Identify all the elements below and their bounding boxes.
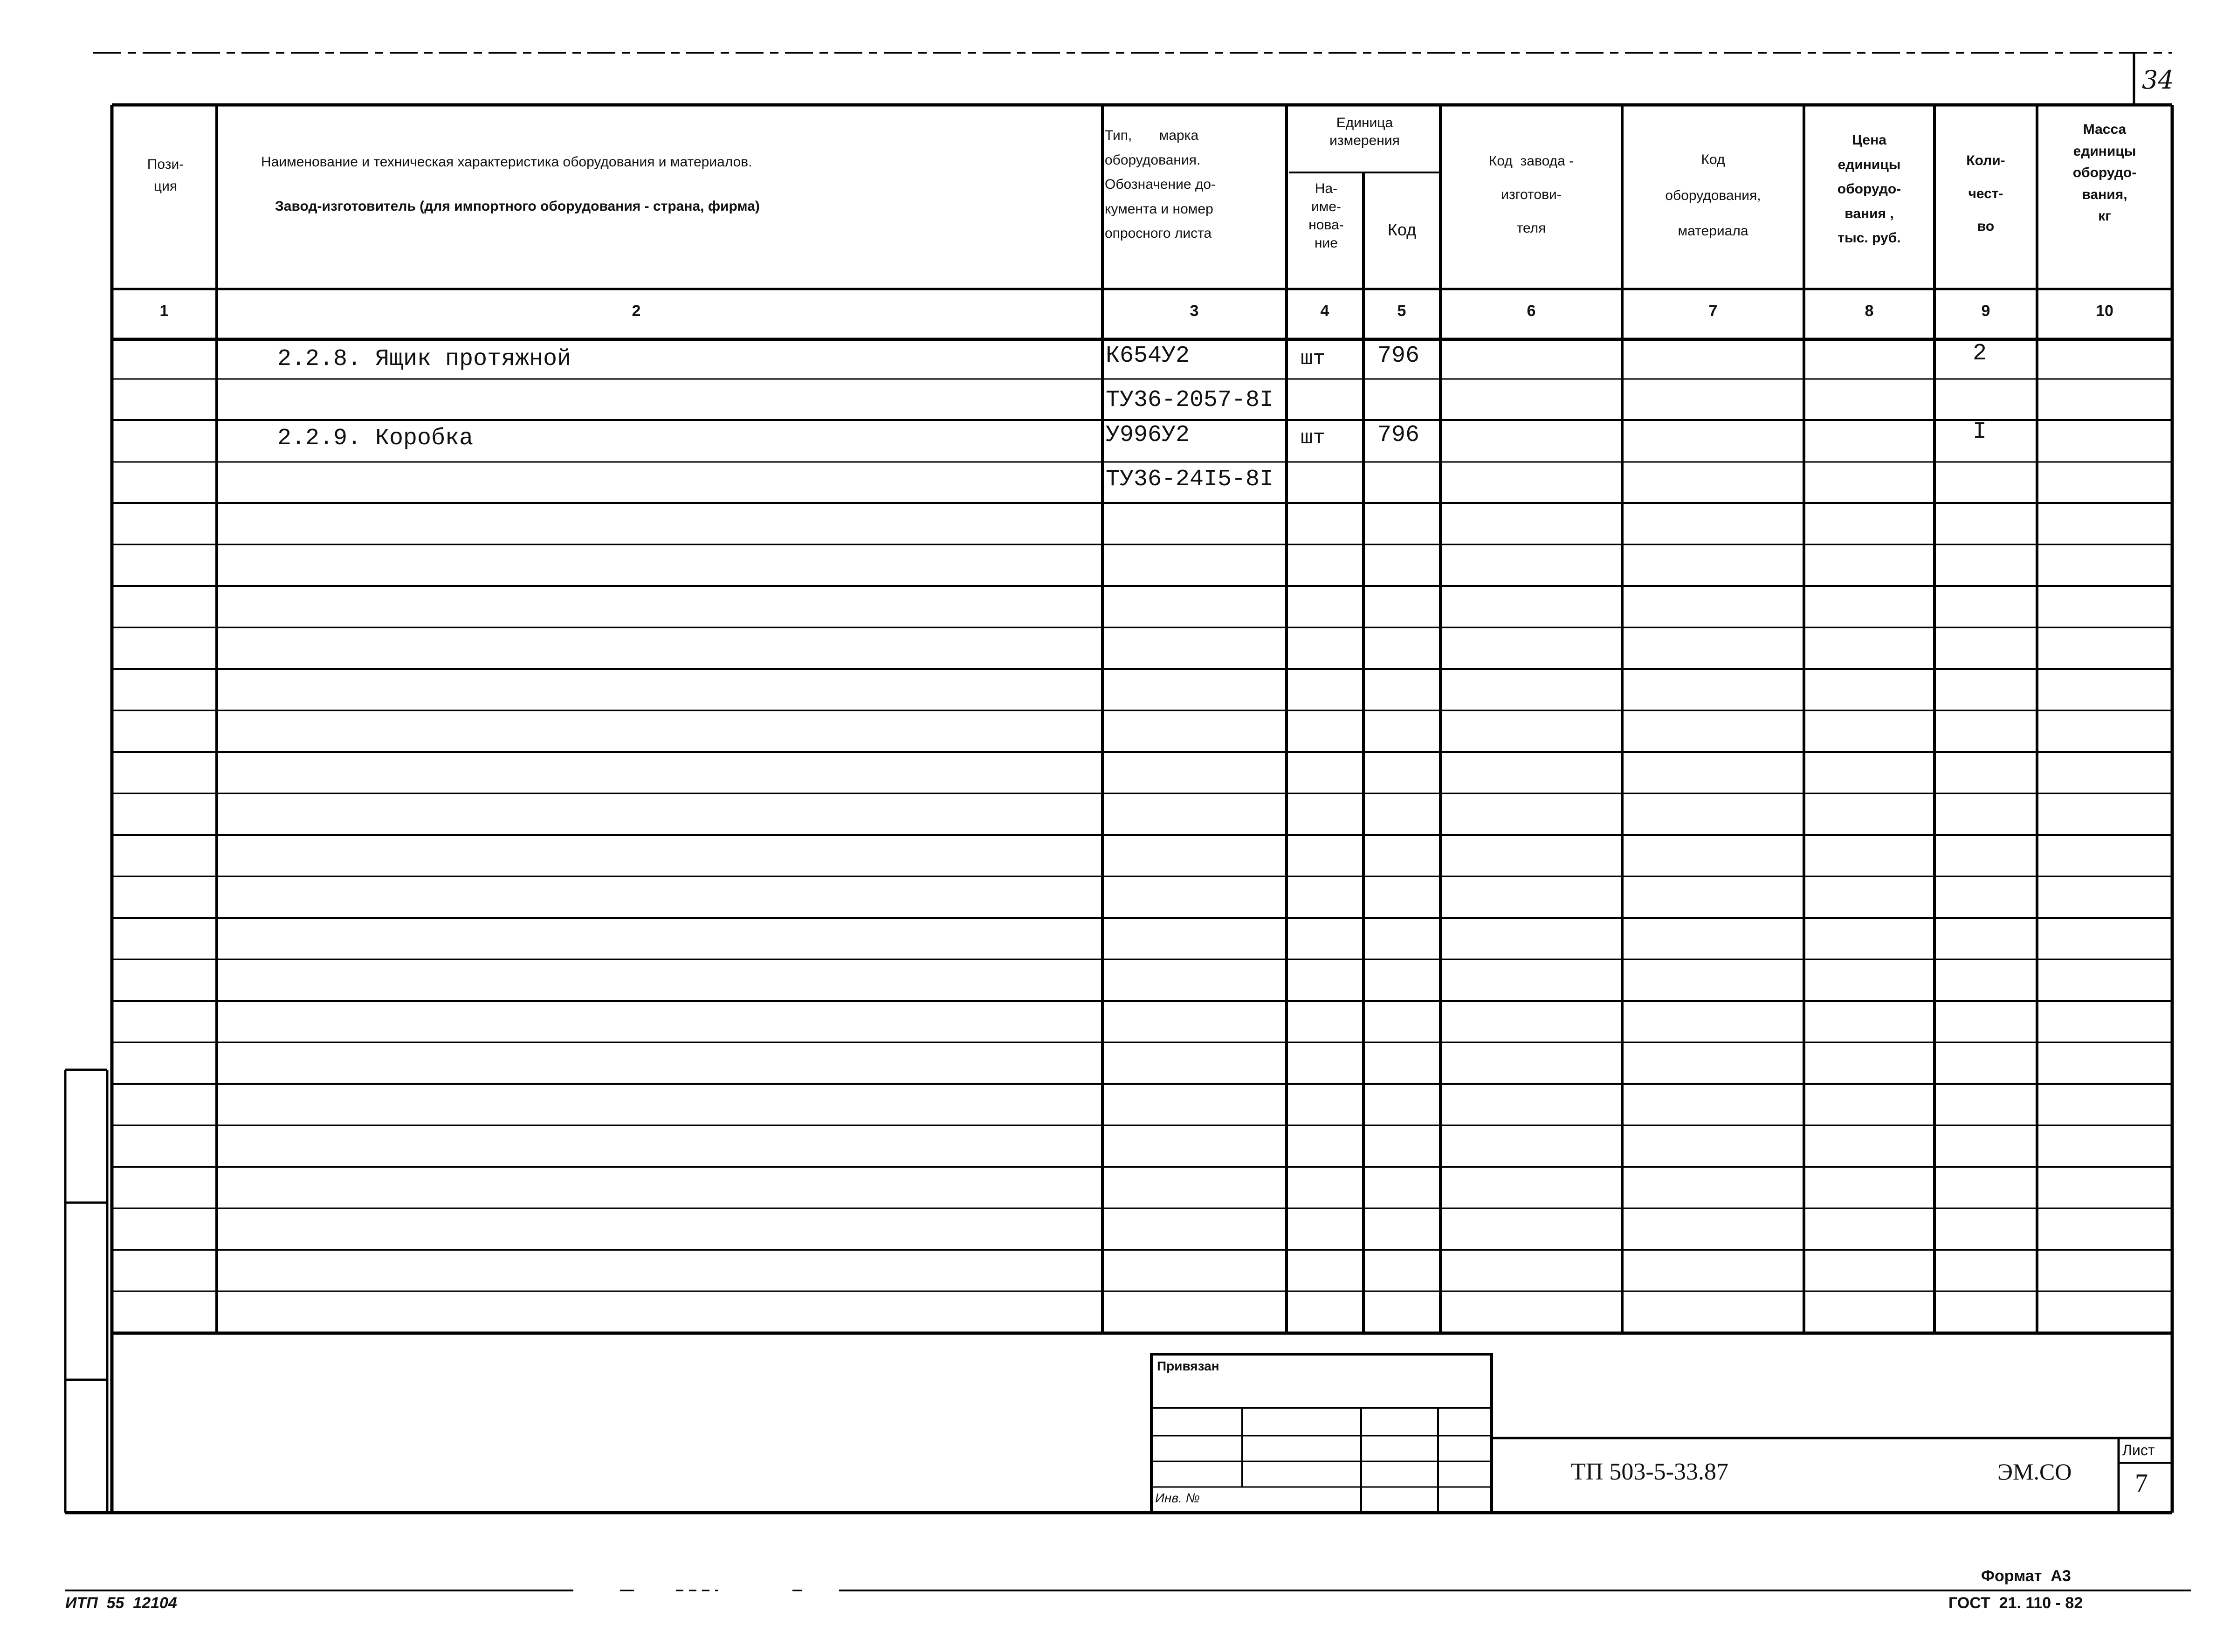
column-number: 6 — [1527, 302, 1536, 320]
header-quantity: Коли- чест- во — [1966, 153, 2005, 234]
sheet-number: 7 — [2135, 1469, 2148, 1498]
item-type: К654У2 — [1106, 343, 1190, 369]
item-unit: шт — [1301, 347, 1325, 371]
column-number: 9 — [1981, 302, 1990, 320]
column-number: 4 — [1320, 302, 1329, 320]
section-code: ЭМ.СО — [1997, 1459, 2072, 1485]
item-name: 2.2.8. Ящик протяжной — [277, 346, 571, 372]
item-unit-code: 796 — [1377, 422, 1420, 448]
item-type: У996У2 — [1106, 422, 1190, 448]
header-unit-code: Код — [1387, 220, 1417, 239]
header-maker-code: Код завода - изготови- теля — [1488, 153, 1574, 236]
footer-left-code: ИТП 55 12104 — [65, 1594, 177, 1612]
header-mass: Масса единицы оборудо- вания, кг — [2072, 122, 2137, 224]
column-number: 8 — [1865, 302, 1874, 320]
footer-gost: ГОСТ 21. 110 - 82 — [1948, 1594, 2083, 1612]
column-number: 1 — [159, 302, 169, 320]
sheet-label: Лист — [2122, 1442, 2155, 1459]
item-quantity: I — [1973, 419, 1987, 445]
header-name-line2: Завод-изготовитель (для импортного оборудования - страна, фирма) — [275, 199, 760, 214]
document-code: ТП 503-5-33.87 — [1571, 1459, 1728, 1485]
item-unit: шт — [1301, 427, 1325, 450]
header-position: Пози- ция — [147, 157, 184, 194]
header-price: Цена единицы оборудо- вания , тыс. руб. — [1837, 132, 1901, 246]
header-type: Тип, марка оборудования. Обозначение до- кумента и номер опросного листа — [1105, 128, 1216, 241]
item-quantity: 2 — [1973, 340, 1987, 367]
page-number: 34 — [2142, 65, 2174, 95]
header-equipment-code: Код оборудования, материала — [1665, 152, 1761, 239]
header-unit-group: Единица измерения — [1329, 115, 1400, 148]
item-type: ТУ36-2057-8I — [1106, 387, 1274, 413]
column-number: 5 — [1397, 302, 1406, 320]
column-number: 7 — [1708, 302, 1718, 320]
header-unit-name: На- име- нова- ние — [1308, 181, 1344, 251]
item-unit-code: 796 — [1377, 343, 1420, 369]
column-number: 3 — [1190, 302, 1199, 320]
header-name-line1: Наименование и техническая характеристика оборудования и материалов. — [261, 154, 752, 170]
footer-format: Формат А3 — [1981, 1567, 2071, 1585]
column-number: 2 — [632, 302, 641, 320]
item-name: 2.2.9. Коробка — [277, 425, 474, 452]
item-type: ТУ36-24I5-8I — [1106, 466, 1274, 493]
stamp-inventory-label: Инв. № — [1155, 1491, 1200, 1505]
stamp-bound-label: Привязан — [1157, 1359, 1219, 1373]
column-number: 10 — [2096, 302, 2113, 320]
